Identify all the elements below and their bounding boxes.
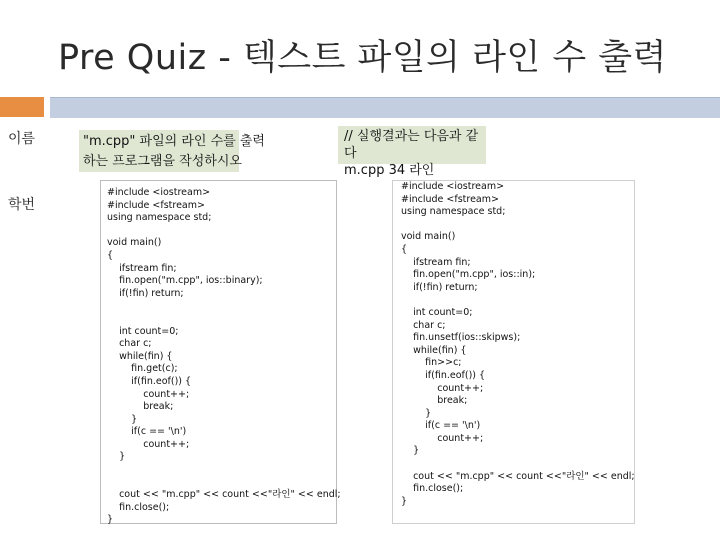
code-line: fin.get(c); [107,363,178,375]
code-line: { [107,249,114,261]
code-line: void main() [401,231,456,243]
code-line: fin>>c; [401,357,462,369]
code-line: count++; [401,382,484,394]
code-line: } [401,445,420,457]
task-prompt-line-1: "m.cpp" 파일의 라인 수를 출력 [83,134,265,149]
code-line: ifstream fin; [107,262,177,274]
code-line [107,464,336,477]
code-line: } [401,407,432,419]
code-line: while(fin) { [401,344,467,356]
accent-bar [0,97,44,117]
code-line: { [401,243,408,255]
code-line: count++; [401,432,484,444]
code-line [401,219,634,232]
code-line: if(!fin) return; [401,281,478,293]
code-line [401,458,634,471]
code-line: if(fin.eof()) { [107,375,192,387]
code-line: using namespace std; [401,206,506,218]
code-line: cout << "m.cpp" << count <<"라인" << endl; [401,470,635,482]
code-line [107,477,336,490]
code-line: if(fin.eof()) { [401,369,486,381]
code-line: #include <fstream> [107,199,205,211]
title-band [50,97,720,118]
code-line: #include <fstream> [401,193,499,205]
code-line: char c; [107,338,152,350]
name-label: 이름 [8,131,36,147]
result-note-line-1: // 실행결과는 다음과 같다 [344,129,479,161]
task-prompt [79,130,265,172]
code-line: break; [107,401,174,413]
code-line: char c; [401,319,446,331]
slide-title: Pre Quiz - 텍스트 파일의 라인 수 출력 [58,38,667,78]
code-block-binary [100,180,341,526]
code-line: using namespace std; [107,212,212,224]
code-line: fin.open("m.cpp", ios::binary); [107,275,263,287]
code-line: if(c == '\n') [401,420,481,432]
code-line: int count=0; [401,306,473,318]
code-line [107,313,336,326]
code-line: fin.open("m.cpp", ios::in); [401,269,536,281]
code-line: #include <iostream> [401,181,505,192]
code-line: #include <iostream> [107,187,211,198]
task-prompt-line-2: 하는 프로그램을 작성하시오 [83,154,242,169]
result-note [338,126,486,178]
code-line: ifstream fin; [401,256,471,268]
code-line [401,294,634,307]
code-line: fin.close(); [107,501,170,513]
code-line [107,300,336,313]
code-line: count++; [107,388,190,400]
code-line: if(!fin) return; [107,287,184,299]
result-note-line-2: m.cpp 34 라인 [344,163,435,178]
code-line: } [401,495,408,507]
code-line [107,225,336,238]
code-line: count++; [107,438,190,450]
code-line: } [107,451,126,463]
code-line: break; [401,395,468,407]
code-block-text [392,180,635,524]
student-id-label: 학번 [8,197,36,213]
code-line: cout << "m.cpp" << count <<"라인" << endl; [107,489,341,501]
code-line: fin.close(); [401,483,464,495]
code-line: } [107,514,114,526]
code-line: int count=0; [107,325,179,337]
code-line: void main() [107,237,162,249]
code-line: fin.unsetf(ios::skipws); [401,332,521,344]
code-line: while(fin) { [107,350,173,362]
code-line: if(c == '\n') [107,426,187,438]
code-line: } [107,413,138,425]
